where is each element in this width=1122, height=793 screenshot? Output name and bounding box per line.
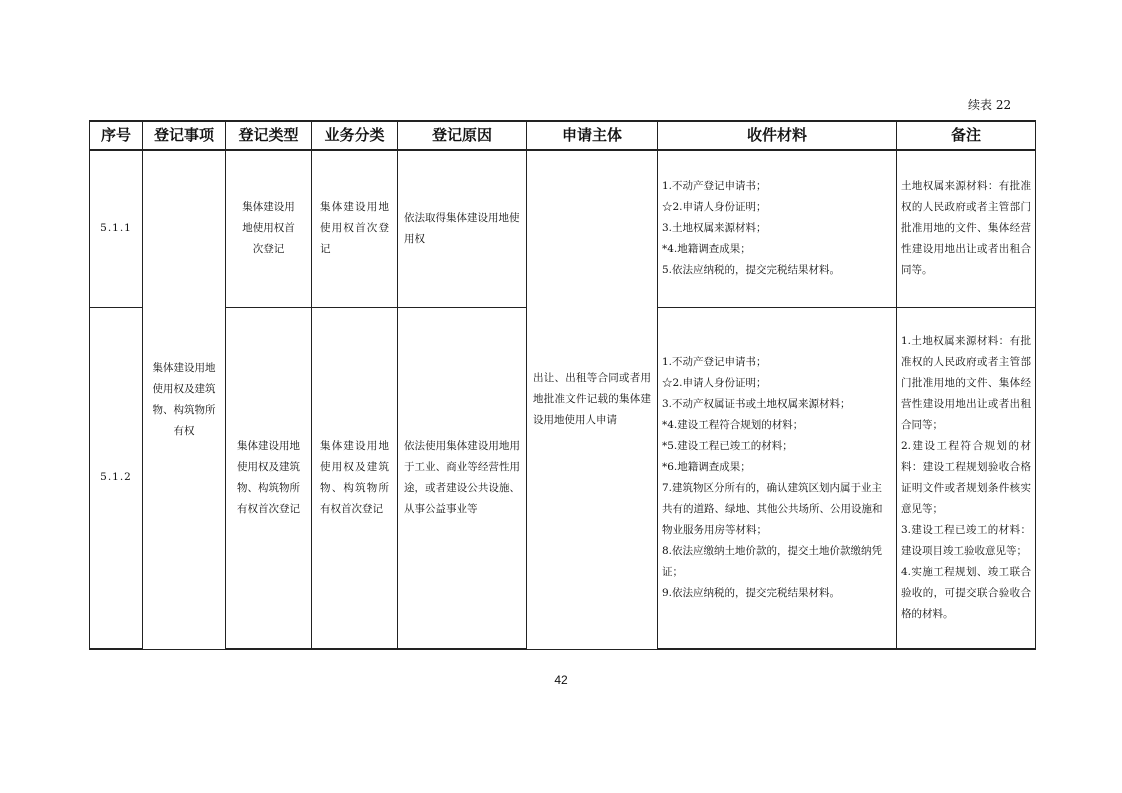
table-row (90, 150, 1036, 307)
material-item: *4.建设工程符合规划的材料； (662, 418, 804, 431)
material-item: 3.土地权属来源材料； (662, 222, 767, 235)
registration-reason-cell: 依法使用集体建设用地用于工业、商业等经营性用途，或者建设公共设施、从事公益事业等 (398, 307, 527, 649)
materials-cell (658, 150, 897, 307)
notes-cell (897, 150, 1036, 307)
applicant-cell: 出让、出租等合同或者用地批准文件记载的集体建设用地使用人申请 (527, 150, 658, 649)
registration-matter-cell: 集体建设用地使用权及建筑物、构筑物所有权 (143, 150, 226, 649)
note-item: 3.建设工程已竣工的材料：建设项目竣工验收意见等； (901, 523, 1031, 557)
header-applicant: 申请主体 (527, 121, 658, 150)
material-item: 9.依法应纳税的，提交完税结果材料。 (662, 586, 841, 599)
serial-no-cell: 5.1.1 (90, 150, 143, 307)
note-item: 土地权属来源材料：有批准权的人民政府或者主管部门批准用地的文件、集体经营性建设用地出让或者出租合同等。 (901, 180, 1031, 277)
header-registration-matter: 登记事项 (143, 121, 226, 150)
material-item: 7.建筑物区分所有的，确认建筑区划内属于业主共有的道路、绿地、其他公共场所、公用设施和物业服务用房等材料； (662, 481, 883, 536)
material-item: *4.地籍调查成果； (662, 243, 751, 256)
page-number: 42 (554, 673, 568, 687)
note-item: 4.实施工程规划、竣工联合验收的，可提交联合验收合格的材料。 (901, 565, 1031, 620)
registration-reason-cell: 依法取得集体建设用地使用权 (398, 150, 527, 307)
material-item: 1.不动产登记申请书； (662, 355, 767, 368)
header-serial-no: 序号 (90, 121, 143, 150)
note-item: 1.土地权属来源材料：有批准权的人民政府或者主管部门批准用地的文件、集体经营性建设用地出让或者出租合同等； (901, 334, 1031, 431)
registration-type-cell: 集体建设用地使用权及建筑物、构筑物所有权首次登记 (226, 307, 312, 649)
material-item: *6.地籍调查成果； (662, 460, 751, 473)
material-item: *5.建设工程已竣工的材料； (662, 439, 793, 452)
material-item: ☆2.申请人身份证明； (662, 201, 767, 214)
business-category-cell: 集体建设用地使用权首次登记 (312, 150, 398, 307)
materials-cell (658, 307, 897, 649)
header-row (90, 121, 1036, 150)
header-registration-reason: 登记原因 (398, 121, 527, 150)
material-item: 3.不动产权属证书或土地权属来源材料； (662, 397, 851, 410)
material-item: 8.依法应缴纳土地价款的，提交土地价款缴纳凭证； (662, 544, 883, 578)
header-notes: 备注 (897, 121, 1036, 150)
material-item: 5.依法应纳税的，提交完税结果材料。 (662, 264, 841, 277)
material-item: 1.不动产登记申请书； (662, 180, 767, 193)
serial-no-cell: 5.1.2 (90, 307, 143, 649)
header-business-category: 业务分类 (312, 121, 398, 150)
registration-table (89, 120, 1036, 650)
header-materials: 收件材料 (658, 121, 897, 150)
material-item: ☆2.申请人身份证明； (662, 376, 767, 389)
notes-cell (897, 307, 1036, 649)
continued-table-label: 续表 22 (968, 98, 1012, 112)
registration-type-cell: 集体建设用地使用权首次登记 (226, 150, 312, 307)
header-registration-type: 登记类型 (226, 121, 312, 150)
note-item: 2.建设工程符合规划的材料：建设工程规划验收合格证明文件或者规划条件核实意见等； (901, 439, 1031, 515)
business-category-cell: 集体建设用地使用权及建筑物、构筑物所有权首次登记 (312, 307, 398, 649)
